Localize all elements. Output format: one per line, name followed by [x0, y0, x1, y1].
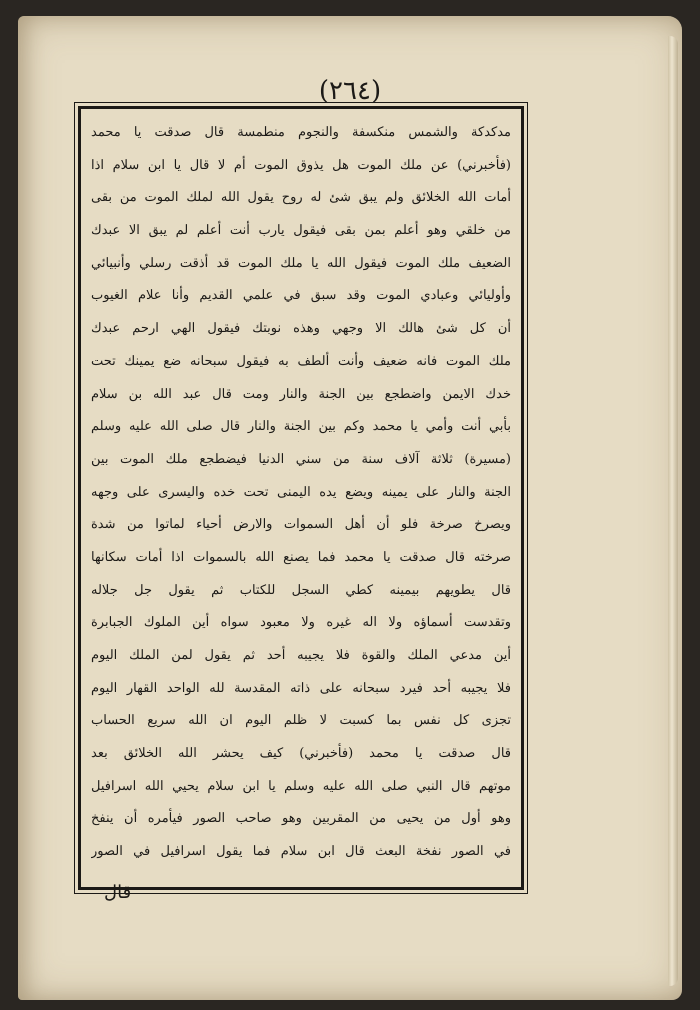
page-number: (٢٦٤)	[318, 76, 382, 106]
text-line: وتقدست أسماؤه ولا اله غيره ولا معبود سواه أين الملوك الجبابرة	[91, 615, 511, 631]
text-line: أن كل شئ هالك الا وجهي وهذه نوبتك فيقول الهي ارحم عبدك	[91, 321, 511, 337]
text-line: وهو أول من يحيى من المقربين وهو صاحب الصور فيأمره أن ينفخ	[91, 811, 511, 827]
text-line: صرخته قال صدقت يا محمد فما يصنع الله بالسموات اذا أمات سكانها	[91, 549, 511, 565]
text-line: ويصرخ صرخة فلو أن أهل السموات والارض أحياء لماتوا من شدة	[91, 517, 511, 533]
catchword: قال	[104, 882, 132, 903]
text-line: من خلقي وهو أعلم بمن بقى فيقول يارب أنت أعلم لم يبق الا عبدك	[91, 223, 511, 239]
text-line: خدك الايمن واضطجع بين الجنة والنار ومت قال عبد الله بن سلام	[91, 386, 511, 402]
text-line: (فأخبرني) عن ملك الموت هل يذوق الموت أم لا قال يا ابن سلام اذا	[91, 157, 511, 173]
text-line: تجزى كل نفس بما كسبت لا ظلم اليوم ان الله سريع الحساب	[91, 713, 511, 729]
text-line: في الصور نفخة البعث قال ابن سلام فما يقول اسرافيل في الصور	[91, 844, 511, 860]
text-line: ملك الموت فانه ضعيف وأنت ألطف به فيقول سبحانه ضع يمينك تحت	[91, 353, 511, 369]
text-frame	[78, 106, 524, 890]
text-line: الضعيف ملك الموت فيقول الله يا ملك الموت قد أذقت رسلي وأنبيائي	[91, 255, 511, 271]
text-line: مدكدكة والشمس منكسفة والنجوم منطمسة قال صدقت يا محمد	[91, 125, 511, 140]
manuscript-page	[18, 16, 682, 1000]
text-line: الجنة والنار على يمينه ويضع يده اليمنى تحت خده واليسرى على وجهه	[91, 484, 511, 500]
text-line: بأبي أنت وأمي يا محمد وكم بين الجنة والنار قال صلى الله عليه وسلم	[91, 419, 511, 435]
text-line: قال يطويهم بيمينه كطي السجل للكتاب ثم يقول جل جلاله	[91, 582, 511, 598]
text-line: وأوليائي وعبادي الموت وقد سبق في علمي القديم وأنا علام الغيوب	[91, 288, 511, 304]
text-body	[91, 117, 511, 879]
text-line: موتهم قال النبي صلى الله عليه وسلم يا ابن سلام يحيي الله اسرافيل	[91, 778, 511, 794]
text-line: أين مدعي الملك والقوة فلا يجيبه أحد ثم يقول لمن الملك اليوم	[91, 648, 511, 663]
text-line: أمات الله الخلائق ولم يبق شئ له روح يقول الله لملك الموت من بقى	[91, 190, 511, 206]
text-line: قال صدقت يا محمد (فأخبرني) كيف يحشر الله الخلائق بعد	[91, 746, 511, 762]
text-line: فلا يجيبه أحد فيرد سبحانه على ذاته المقدسة لله الواحد القهار اليوم	[91, 680, 511, 696]
text-line: (مسيرة) ثلاثة آلاف سنة من سني الدنيا فيضطجع ملك الموت بين	[91, 451, 511, 467]
page-edge	[668, 36, 678, 986]
